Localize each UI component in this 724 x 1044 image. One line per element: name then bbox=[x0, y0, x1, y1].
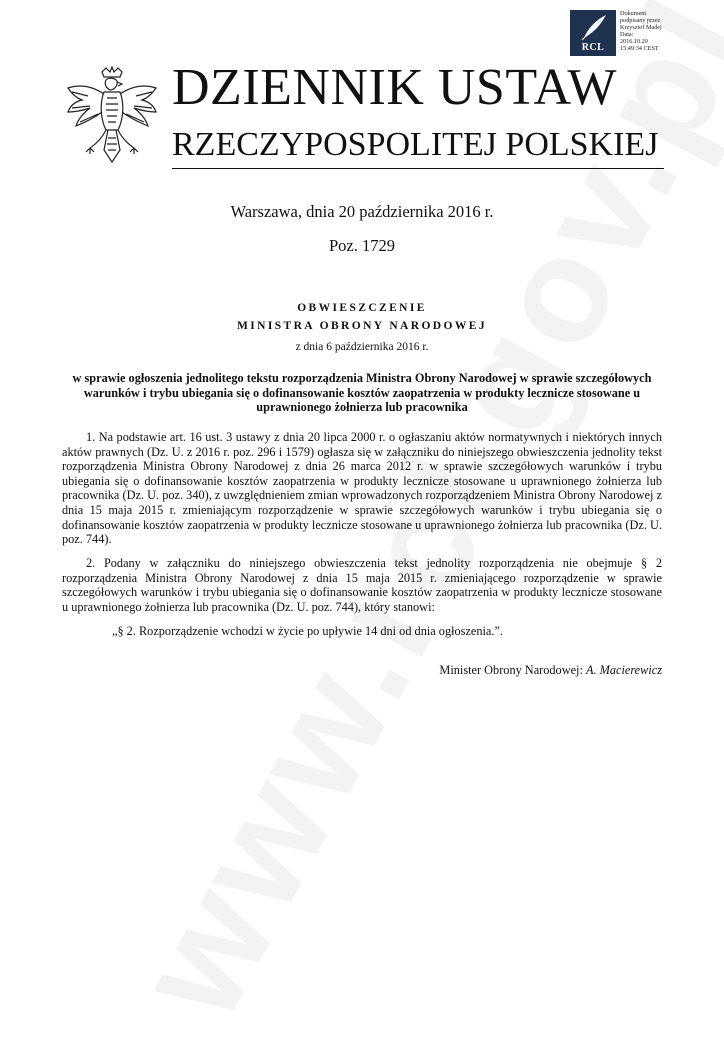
rcl-logo-text: RCL bbox=[581, 42, 605, 53]
signature-line: podpisany przez bbox=[620, 17, 661, 24]
signer-role: Minister Obrony Narodowej: bbox=[439, 663, 583, 677]
act-date: z dnia 6 października 2016 r. bbox=[295, 341, 429, 353]
quoted-provision: „§ 2. Rozporządzenie wchodzi w życie po upływie 14 dni od dnia ogłoszenia.”. bbox=[112, 624, 503, 638]
act-subject: w sprawie ogłoszenia jednolitego tekstu rozporządzenia Ministra Obrony Narodowej w sprawie szczegółowych warunków i trybu ubiegania się o dofinansowanie kosztów zaopatrzenia w produkty lecznicze stosowane u uprawnionego żołnierza lub pracownika bbox=[72, 371, 652, 414]
position-number: Poz. 1729 bbox=[329, 236, 395, 255]
publication-date: Warszawa, dnia 20 października 2016 r. bbox=[230, 202, 494, 221]
signature-line: Data: bbox=[620, 31, 634, 38]
quill-icon bbox=[570, 10, 616, 44]
signature-line: Dokument bbox=[620, 10, 647, 17]
signature-line: 2016.10.20 bbox=[620, 38, 648, 45]
signer-name: A. Macierewicz bbox=[585, 663, 662, 677]
signer-line bbox=[439, 663, 662, 678]
eagle-emblem-icon bbox=[62, 66, 162, 170]
signature-info bbox=[620, 10, 662, 52]
journal-subtitle: RZECZYPOSPOLITEJ POLSKIEJ bbox=[172, 126, 659, 163]
act-issuer: MINISTRA OBRONY NARODOWEJ bbox=[237, 320, 487, 332]
paragraph-1: 1. Na podstawie art. 16 ust. 3 ustawy z dnia 20 lipca 2000 r. o ogłaszaniu aktów normatywnych i niektórych innych aktów prawnych (Dz. U. z 2016 r. poz. 296 i 1579) ogłasza się w załączniku do niniejszego obwieszczenia jednolity tekst rozporządzenia Ministra Obrony Narodowej z dnia 26 marca 2012 r. w sprawie szczegółowych warunków i trybu ubiegania się o dofinansowanie kosztów zaopatrzenia w produkty lecznicze stosowane u uprawnionego żołnierza lub pracownika (Dz. U. poz. 340), z uwzględnieniem zmian wprowadzonych rozporządzeniem Ministra Obrony Narodowej z dnia 15 maja 2015 r. zmieniającym rozporządzenie w sprawie szczegółowych warunków i trybu ubiegania się o dofinansowanie kosztów zaopatrzenia w produkty lecznicze stosowane u uprawnionego żołnierza lub pracownika (Dz. U. poz. 744). bbox=[62, 430, 662, 547]
rcl-logo bbox=[570, 10, 616, 56]
header-rule bbox=[172, 168, 664, 169]
signature-line: 15:49:34 CEST bbox=[620, 45, 659, 52]
digital-signature-badge bbox=[570, 10, 720, 56]
act-type: OBWIESZCZENIE bbox=[297, 302, 427, 314]
paragraph-2: 2. Podany w załączniku do niniejszego obwieszczenia tekst jednolity rozporządzenia nie obejmuje § 2 rozporządzenia Ministra Obrony Narodowej z dnia 15 maja 2015 r. zmieniającego rozporządzenie w sprawie szczegółowych warunków i trybu ubiegania się o dofinansowanie kosztów zaopatrzenia w produkty lecznicze stosowane u uprawnionego żołnierza lub pracownika (Dz. U. poz. 744), który stanowi: bbox=[62, 556, 662, 614]
journal-title: DZIENNIK USTAW bbox=[172, 59, 617, 116]
signature-line: Krzysztof Madej bbox=[620, 24, 662, 31]
